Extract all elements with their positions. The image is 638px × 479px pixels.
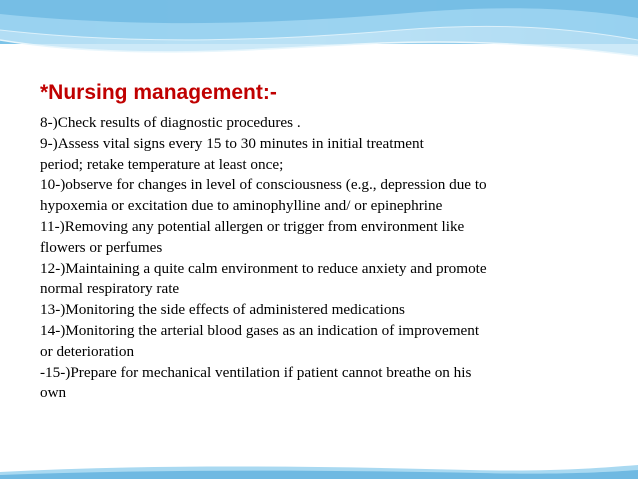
- top-wave-decoration: [0, 0, 638, 62]
- body-line: 10-)observe for changes in level of consciousness (e.g., depression due to: [40, 176, 487, 194]
- bottom-wave-decoration: [0, 462, 638, 479]
- slide-title: *Nursing management:-: [40, 81, 277, 104]
- body-line: 9-)Assess vital signs every 15 to 30 minutes in initial treatment: [40, 134, 424, 152]
- body-line: or deterioration: [40, 342, 135, 360]
- body-line: 12-)Maintaining a quite calm environment to reduce anxiety and promote: [40, 259, 487, 277]
- body-line: 8-)Check results of diagnostic procedures .: [40, 114, 301, 131]
- body-line: own: [40, 384, 67, 402]
- slide-body: [40, 113, 630, 404]
- body-line: 14-)Monitoring the arterial blood gases as an indication of improvement: [40, 321, 480, 339]
- body-line: normal respiratory rate: [40, 280, 180, 298]
- body-line: 13-)Monitoring the side effects of administered medications: [40, 301, 405, 319]
- body-line: 11-)Removing any potential allergen or trigger from environment like: [40, 217, 465, 235]
- body-line: -15-)Prepare for mechanical ventilation if patient cannot breathe on his: [40, 363, 472, 381]
- body-line: period; retake temperature at least once;: [40, 155, 284, 173]
- body-line: flowers or perfumes: [40, 238, 163, 256]
- body-line: hypoxemia or excitation due to aminophylline and/ or epinephrine: [40, 197, 443, 215]
